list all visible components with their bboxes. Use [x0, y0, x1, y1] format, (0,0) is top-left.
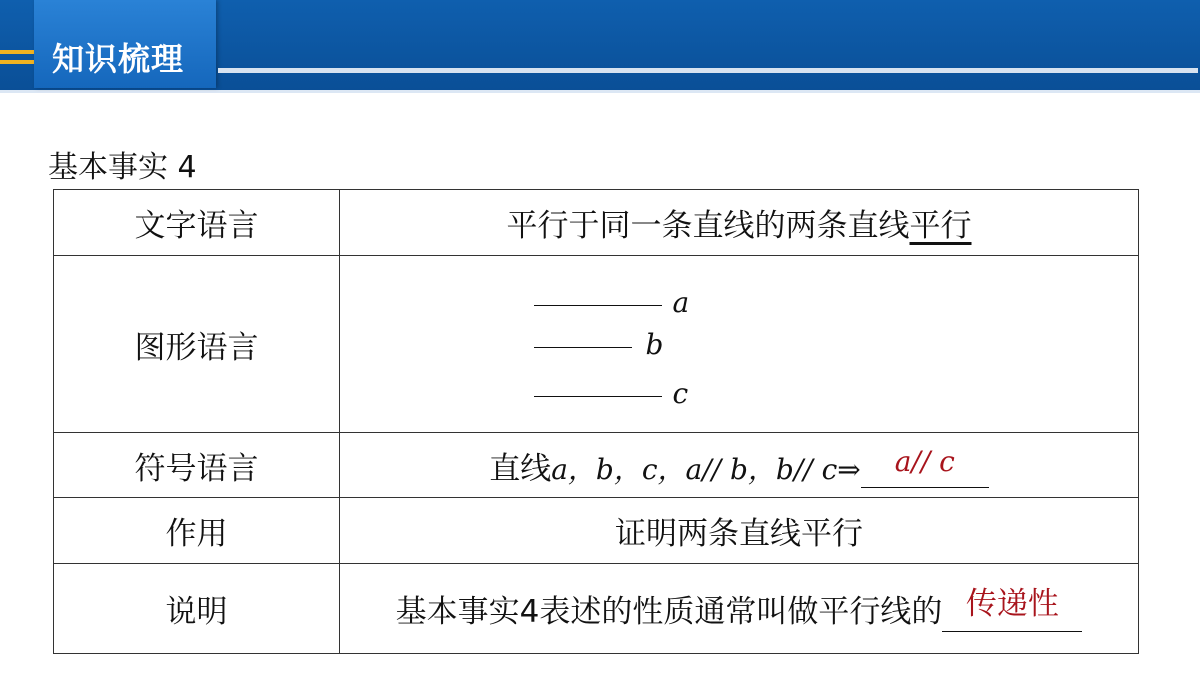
header-banner	[0, 0, 1200, 93]
line-c-label: c	[672, 377, 689, 410]
section-title: 基本事实 4	[48, 150, 197, 185]
table-row	[54, 256, 1139, 433]
table-row	[54, 564, 1139, 654]
row-label: 图形语言	[54, 256, 340, 433]
header-rule	[218, 68, 1198, 73]
text-statement: 平行于同一条直线的两条直线	[506, 208, 910, 244]
table-row	[54, 433, 1139, 498]
line-a-label: a	[672, 286, 690, 319]
note-text: 基本事实4表述的性质通常叫做平行线的	[395, 593, 943, 630]
text-statement-underlined: 平行	[909, 208, 972, 244]
line-a	[534, 305, 662, 306]
use-cell: 证明两条直线平行	[340, 498, 1139, 564]
line-b	[534, 347, 632, 348]
row-label: 作用	[54, 498, 340, 564]
line-c	[534, 396, 662, 397]
row-label: 符号语言	[54, 433, 340, 498]
line-b-label: b	[645, 328, 664, 361]
answer-blank	[942, 586, 1082, 632]
fact-table	[53, 189, 1139, 654]
accent-stripe	[0, 60, 34, 64]
row-label: 说明	[54, 564, 340, 654]
text-language-cell	[340, 190, 1139, 256]
answer-blank	[861, 444, 989, 488]
table-row	[54, 190, 1139, 256]
answer-text: 传递性	[965, 585, 1059, 622]
parallel-lines-figure	[645, 256, 740, 432]
answer-text: a// c	[894, 444, 955, 478]
row-label: 文字语言	[54, 190, 340, 256]
note-cell	[340, 564, 1139, 654]
accent-stripe	[0, 50, 34, 54]
symbol-cell	[340, 433, 1139, 498]
page-title: 知识梳理	[52, 40, 185, 78]
symbol-formula: a，b，c，a// b，b// c⇒	[551, 452, 861, 486]
table-row	[54, 498, 1139, 564]
figure-cell	[340, 256, 1139, 433]
symbol-prefix: 直线	[489, 450, 552, 487]
